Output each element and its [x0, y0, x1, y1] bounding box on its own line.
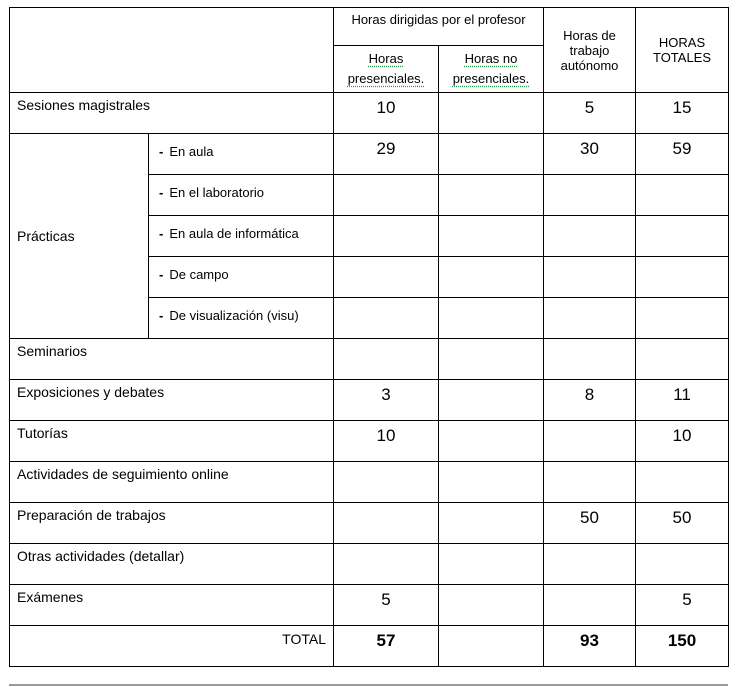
header-totales-text: HORAS TOTALES	[652, 35, 712, 65]
cell-total-autonomo: 93	[544, 626, 636, 667]
cell-total-no-presenciales	[439, 626, 544, 667]
cell-visu-total	[636, 298, 729, 339]
row-label-campo	[149, 257, 334, 298]
row-label-exposiciones: Exposiciones y debates	[10, 380, 334, 421]
dash-bullet: -	[159, 267, 164, 282]
cell-exposiciones-total: 11	[636, 380, 729, 421]
cell-online-presenciales	[334, 462, 439, 503]
cell-examenes-total: 5	[636, 585, 729, 626]
cell-campo-no-presenciales	[439, 257, 544, 298]
row-label-examenes: Exámenes	[10, 585, 334, 626]
cell-magistrales-autonomo: 5	[544, 93, 636, 134]
cell-examenes-autonomo	[544, 585, 636, 626]
cell-campo-autonomo	[544, 257, 636, 298]
cell-tutorias-no-presenciales	[439, 421, 544, 462]
row-label-laboratorio	[149, 175, 334, 216]
header-no-presenciales-text: Horas no presenciales.	[452, 51, 530, 86]
cell-online-no-presenciales	[439, 462, 544, 503]
cell-tutorias-autonomo	[544, 421, 636, 462]
cell-online-total	[636, 462, 729, 503]
aula-text: En aula	[169, 144, 214, 159]
cell-campo-total	[636, 257, 729, 298]
cell-exposiciones-presenciales: 3	[334, 380, 439, 421]
cell-tutorias-presenciales: 10	[334, 421, 439, 462]
row-label-online: Actividades de seguimiento online	[10, 462, 334, 503]
bottom-divider	[9, 684, 728, 686]
cell-aula-autonomo: 30	[544, 134, 636, 175]
cell-examenes-no-presenciales	[439, 585, 544, 626]
row-label-aula	[149, 134, 334, 175]
row-label-magistrales: Sesiones magistrales	[10, 93, 334, 134]
cell-total-presenciales: 57	[334, 626, 439, 667]
header-autonomo-text: Horas de trabajo autónomo	[560, 27, 619, 73]
row-label-informatica	[149, 216, 334, 257]
row-label-seminarios: Seminarios	[10, 339, 334, 380]
header-presenciales	[334, 46, 439, 93]
dash-bullet: -	[159, 144, 164, 159]
cell-laboratorio-presenciales	[334, 175, 439, 216]
visu-text: De visualización (visu)	[169, 308, 299, 323]
cell-tutorias-total: 10	[636, 421, 729, 462]
cell-total-total: 150	[636, 626, 729, 667]
cell-informatica-total	[636, 216, 729, 257]
cell-otras-total	[636, 544, 729, 585]
cell-otras-no-presenciales	[439, 544, 544, 585]
hours-table	[9, 7, 729, 667]
cell-informatica-presenciales	[334, 216, 439, 257]
cell-magistrales-no-presenciales	[439, 93, 544, 134]
cell-laboratorio-autonomo	[544, 175, 636, 216]
cell-examenes-presenciales: 5	[334, 585, 439, 626]
header-totales	[636, 8, 729, 93]
cell-informatica-autonomo	[544, 216, 636, 257]
cell-visu-autonomo	[544, 298, 636, 339]
cell-exposiciones-no-presenciales	[439, 380, 544, 421]
row-label-total: TOTAL	[10, 626, 334, 667]
cell-visu-no-presenciales	[439, 298, 544, 339]
cell-trabajos-total: 50	[636, 503, 729, 544]
dash-bullet: -	[159, 185, 164, 200]
cell-otras-autonomo	[544, 544, 636, 585]
header-empty-cell	[10, 8, 334, 93]
cell-online-autonomo	[544, 462, 636, 503]
row-label-trabajos: Preparación de trabajos	[10, 503, 334, 544]
row-label-practicas: Prácticas	[10, 134, 149, 339]
cell-campo-presenciales	[334, 257, 439, 298]
campo-text: De campo	[169, 267, 229, 282]
cell-aula-total: 59	[636, 134, 729, 175]
dash-bullet: -	[159, 226, 164, 241]
cell-magistrales-presenciales: 10	[334, 93, 439, 134]
row-label-visu	[149, 298, 334, 339]
laboratorio-text: En el laboratorio	[169, 185, 265, 200]
dash-bullet: -	[159, 308, 164, 323]
cell-laboratorio-no-presenciales	[439, 175, 544, 216]
header-presenciales-text: Horas presenciales.	[347, 51, 425, 86]
cell-exposiciones-autonomo: 8	[544, 380, 636, 421]
cell-seminarios-no-presenciales	[439, 339, 544, 380]
cell-seminarios-total	[636, 339, 729, 380]
row-label-tutorias: Tutorías	[10, 421, 334, 462]
header-autonomo	[544, 8, 636, 93]
cell-seminarios-autonomo	[544, 339, 636, 380]
cell-magistrales-total: 15	[636, 93, 729, 134]
cell-trabajos-autonomo: 50	[544, 503, 636, 544]
cell-visu-presenciales	[334, 298, 439, 339]
cell-seminarios-presenciales	[334, 339, 439, 380]
cell-aula-presenciales: 29	[334, 134, 439, 175]
cell-aula-no-presenciales	[439, 134, 544, 175]
header-no-presenciales	[439, 46, 544, 93]
header-dirigidas: Horas dirigidas por el profesor	[334, 8, 544, 46]
cell-otras-presenciales	[334, 544, 439, 585]
cell-trabajos-presenciales	[334, 503, 439, 544]
cell-trabajos-no-presenciales	[439, 503, 544, 544]
cell-laboratorio-total	[636, 175, 729, 216]
informatica-text: En aula de informática	[169, 226, 299, 241]
cell-informatica-no-presenciales	[439, 216, 544, 257]
row-label-otras: Otras actividades (detallar)	[10, 544, 334, 585]
